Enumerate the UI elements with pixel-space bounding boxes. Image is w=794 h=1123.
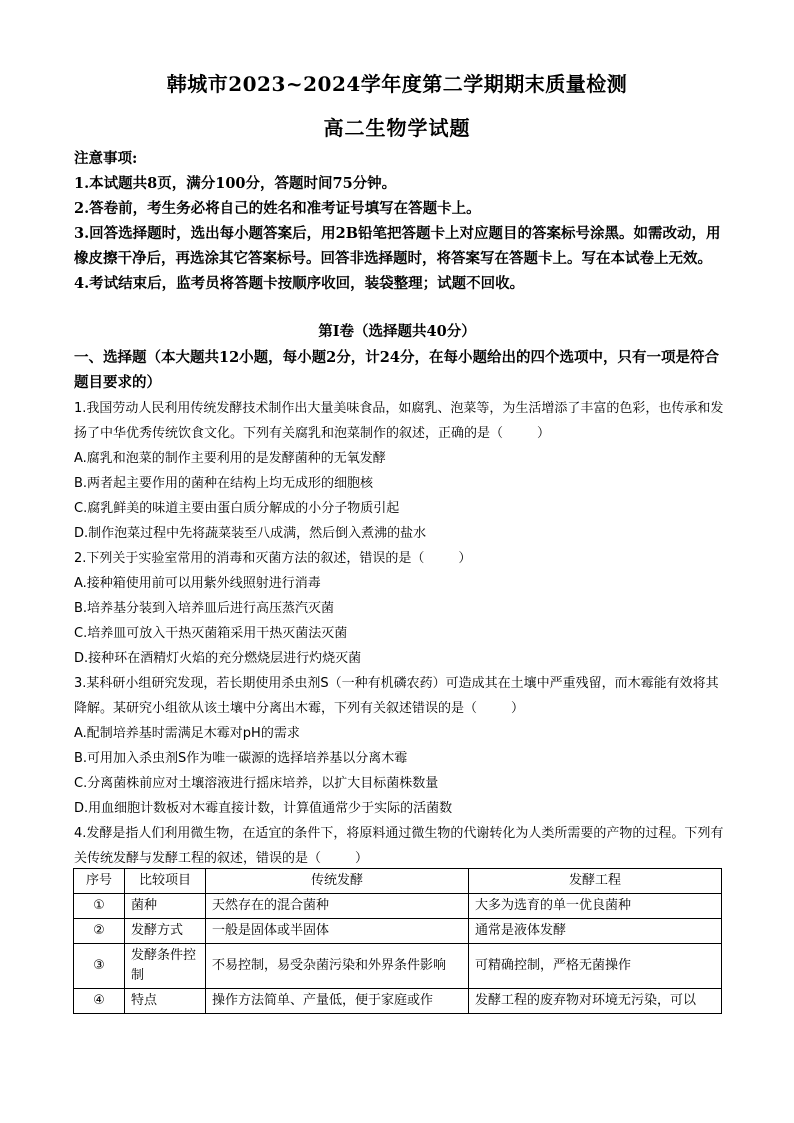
table-cell: 一般是固体或半固体 [206,919,469,944]
option: D.用血细胞计数板对木霉直接计数，计算值通常少于实际的活菌数 [74,801,453,816]
section-title: 第Ⅰ卷（选择题共40分） [318,323,476,340]
table-cell: 特点 [125,989,206,1014]
table-cell: 大多为选育的单一优良菌种 [469,894,722,919]
option: A.接种箱使用前可以用紫外线照射进行消毒 [74,576,321,591]
table-row [74,944,722,989]
note-item: 4.考试结束后，监考员将答题卡按顺序收回，装袋整理；试题不回收。 [74,275,525,292]
table-cell: ④ [74,989,125,1014]
table-cell: 不易控制，易受杂菌污染和外界条件影响 [206,944,469,989]
table-header: 序号 [74,869,125,894]
table-row [74,894,722,919]
option: A.腐乳和泡菜的制作主要利用的是发酵菌种的无氧发酵 [74,451,386,466]
option: B.培养基分装到入培养皿后进行高压蒸汽灭菌 [74,601,335,616]
option: D.接种环在酒精灯火焰的充分燃烧层进行灼烧灭菌 [74,651,362,666]
option: C.腐乳鲜美的味道主要由蛋白质分解成的小分子物质引起 [74,501,400,516]
table-cell: 天然存在的混合菌种 [206,894,469,919]
table-header: 发酵工程 [469,869,722,894]
table-cell: 发酵条件控制 [125,944,206,989]
notes-heading: 注意事项: [74,150,138,167]
table-cell: ① [74,894,125,919]
option: B.可用加入杀虫剂S作为唯一碳源的选择培养基以分离木霉 [74,751,408,766]
table-cell: ② [74,919,125,944]
question-stem: 3.某科研小组研究发现，若长期使用杀虫剂S（一种有机磷农药）可造成其在土壤中严重残留，而木霉能有效将其降解。某研究小组欲从该土壤中分离出木霉，下列有关叙述错误的是（ ） [74,676,719,716]
part-heading: 一、选择题（本大题共12小题，每小题2分，计24分，在每小题给出的四个选项中，只有一项是符合题目要求的） [74,349,719,391]
table-row [74,919,722,944]
note-item: 2.答卷前，考生务必将自己的姓名和准考证号填写在答题卡上。 [74,200,481,217]
question-stem: 1.我国劳动人民利用传统发酵技术制作出大量美味食品，如腐乳、泡菜等，为生活增添了丰富的色彩，也传承和发扬了中华优秀传统饮食文化。下列有关腐乳和泡菜制作的叙述，正确的是（ ） [74,401,724,441]
table-cell: ③ [74,944,125,989]
table-header: 比较项目 [125,869,206,894]
question-3 [74,671,724,821]
table-cell: 可精确控制，严格无菌操作 [469,944,722,989]
option: D.制作泡菜过程中先将蔬菜装至八成满，然后倒入煮沸的盐水 [74,526,427,541]
table-cell: 操作方法简单、产量低，便于家庭或作 [206,989,469,1014]
question-stem: 4.发酵是指人们利用微生物，在适宜的条件下，将原料通过微生物的代谢转化为人类所需要的产物的过程。下列有关传统发酵与发酵工程的叙述，错误的是（ ） [74,826,724,866]
question-2 [74,546,724,671]
table-cell: 发酵工程的废弃物对环境无污染，可以 [469,989,722,1014]
question-4 [74,821,724,871]
question-1 [74,396,724,546]
table-header-row [74,869,722,894]
note-item: 1.本试题共8页，满分100分，答题时间75分钟。 [74,175,397,192]
comparison-table [73,868,722,1014]
questions [74,396,724,871]
table-row [74,989,722,1014]
note-item: 3.回答选择题时，选出每小题答案后，用2B铅笔把答题卡上对应题目的答案标号涂黑。如需改动，用橡皮擦干净后，再选涂其它答案标号。回答非选择题时，将答案写在答题卡上。写在本试卷上无效。 [74,225,721,267]
table-cell: 菌种 [125,894,206,919]
option: C.分离菌株前应对土壤溶液进行摇床培养，以扩大目标菌株数量 [74,776,439,791]
exam-subtitle: 高二生物学试题 [323,116,471,140]
table-cell: 通常是液体发酵 [469,919,722,944]
question-stem: 2.下列关于实验室常用的消毒和灭菌方法的叙述，错误的是（ ） [74,551,472,566]
table-header: 传统发酵 [206,869,469,894]
option: B.两者起主要作用的菌种在结构上均无成形的细胞核 [74,476,374,491]
table-cell: 发酵方式 [125,919,206,944]
exam-title: 韩城市2023~2024学年度第二学期期末质量检测 [166,72,628,96]
option: C.培养皿可放入干热灭菌箱采用干热灭菌法灭菌 [74,626,348,641]
option: A.配制培养基时需满足木霉对pH的需求 [74,726,300,741]
notes-section [74,146,724,296]
